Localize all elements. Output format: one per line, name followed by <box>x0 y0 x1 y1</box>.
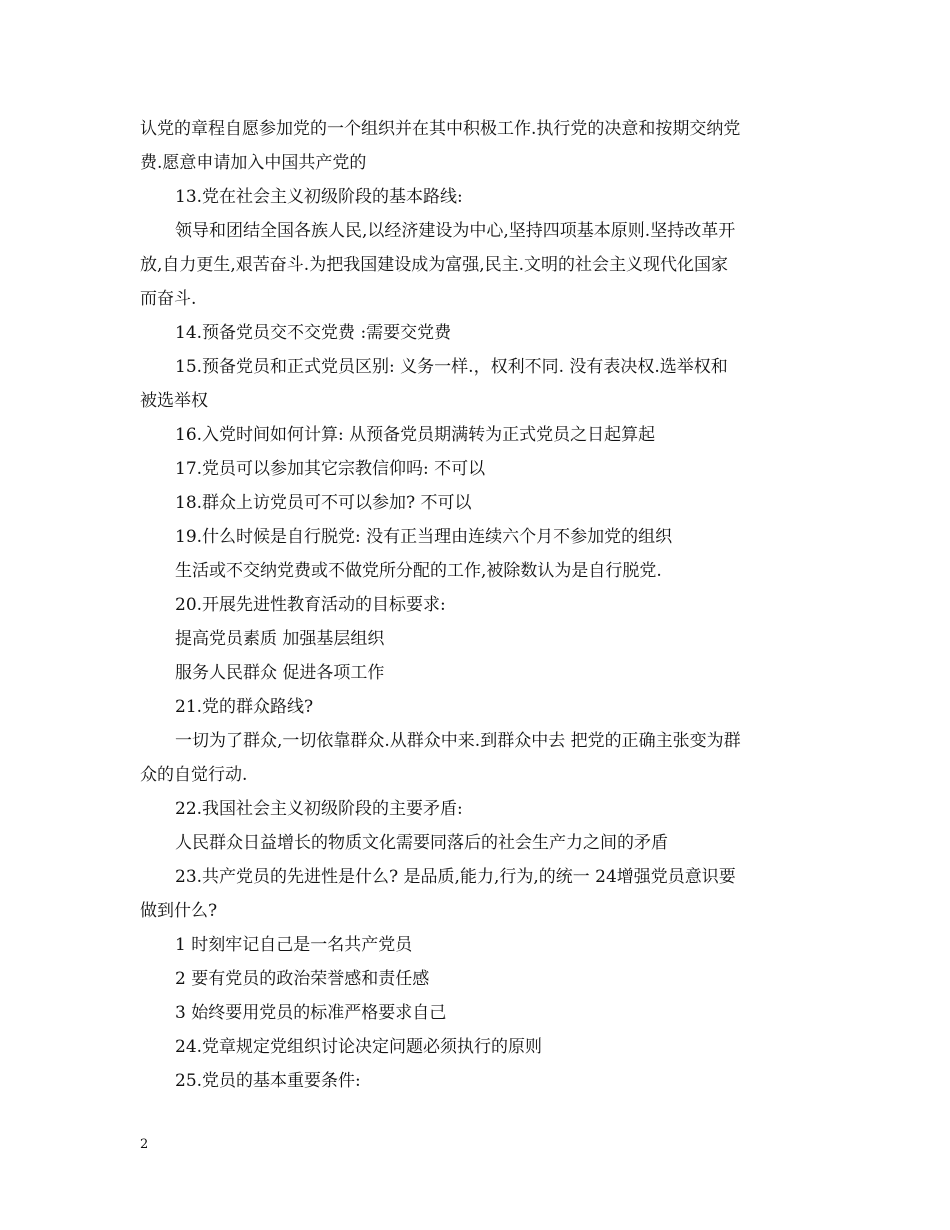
text-line: 3 始终要用党员的标准严格要求自己 <box>175 1003 447 1023</box>
text-line: 一切为了群众,一切依靠群众.从群众中来.到群众中去 把党的正确主张变为群 <box>175 731 741 751</box>
text-line: 20.开展先进性教育活动的目标要求: <box>175 595 446 615</box>
text-line: 13.党在社会主义初级阶段的基本路线: <box>175 187 463 207</box>
text-line: 14.预备党员交不交党费 :需要交党费 <box>175 323 452 343</box>
text-line: 做到什么? <box>140 901 218 921</box>
text-line: 众的自觉行动. <box>140 765 248 785</box>
text-line: 1 时刻牢记自己是一名共产党员 <box>175 935 413 955</box>
text-line: 18.群众上访党员可不可以参加? 不可以 <box>175 493 472 513</box>
text-line: 17.党员可以参加其它宗教信仰吗: 不可以 <box>175 459 486 479</box>
text-line: 19.什么时候是自行脱党: 没有正当理由连续六个月不参加党的组织 <box>175 527 673 547</box>
text-line: 21.党的群众路线? <box>175 697 314 717</box>
text-line: 2 要有党员的政治荣誉感和责任感 <box>175 969 430 989</box>
text-line: 领导和团结全国各族人民,以经济建设为中心,坚持四项基本原则.坚持改革开 <box>175 221 736 241</box>
text-line: 生活或不交纳党费或不做党所分配的工作,被除数认为是自行脱党. <box>175 561 662 581</box>
text-line: 提高党员素质 加强基层组织 <box>175 629 385 649</box>
text-line: 放,自力更生,艰苦奋斗.为把我国建设成为富强,民主.文明的社会主义现代化国家 <box>140 255 729 275</box>
page-number: 2 <box>140 1137 149 1152</box>
text-line: 而奋斗. <box>140 289 197 309</box>
text-line: 16.入党时间如何计算: 从预备党员期满转为正式党员之日起算起 <box>175 425 656 445</box>
text-line: 22.我国社会主义初级阶段的主要矛盾: <box>175 799 463 819</box>
document-body <box>140 112 820 1098</box>
text-line: 23.共产党员的先进性是什么? 是品质,能力,行为,的统一 24增强党员意识要 <box>175 867 736 887</box>
text-line: 15.预备党员和正式党员区别: 义务一样.，权利不同. 没有表决权.选举权和 <box>175 357 728 377</box>
text-line: 25.党员的基本重要条件: <box>175 1071 361 1091</box>
text-line: 服务人民群众 促进各项工作 <box>175 663 385 683</box>
text-line: 费.愿意申请加入中国共产党的 <box>140 153 367 173</box>
text-line: 认党的章程自愿参加党的一个组织并在其中积极工作.执行党的决意和按期交纳党 <box>140 119 741 139</box>
text-line: 人民群众日益增长的物质文化需要同落后的社会生产力之间的矛盾 <box>175 833 668 853</box>
text-line: 被选举权 <box>140 391 208 411</box>
text-line: 24.党章规定党组织讨论决定问题必须执行的原则 <box>175 1037 543 1057</box>
